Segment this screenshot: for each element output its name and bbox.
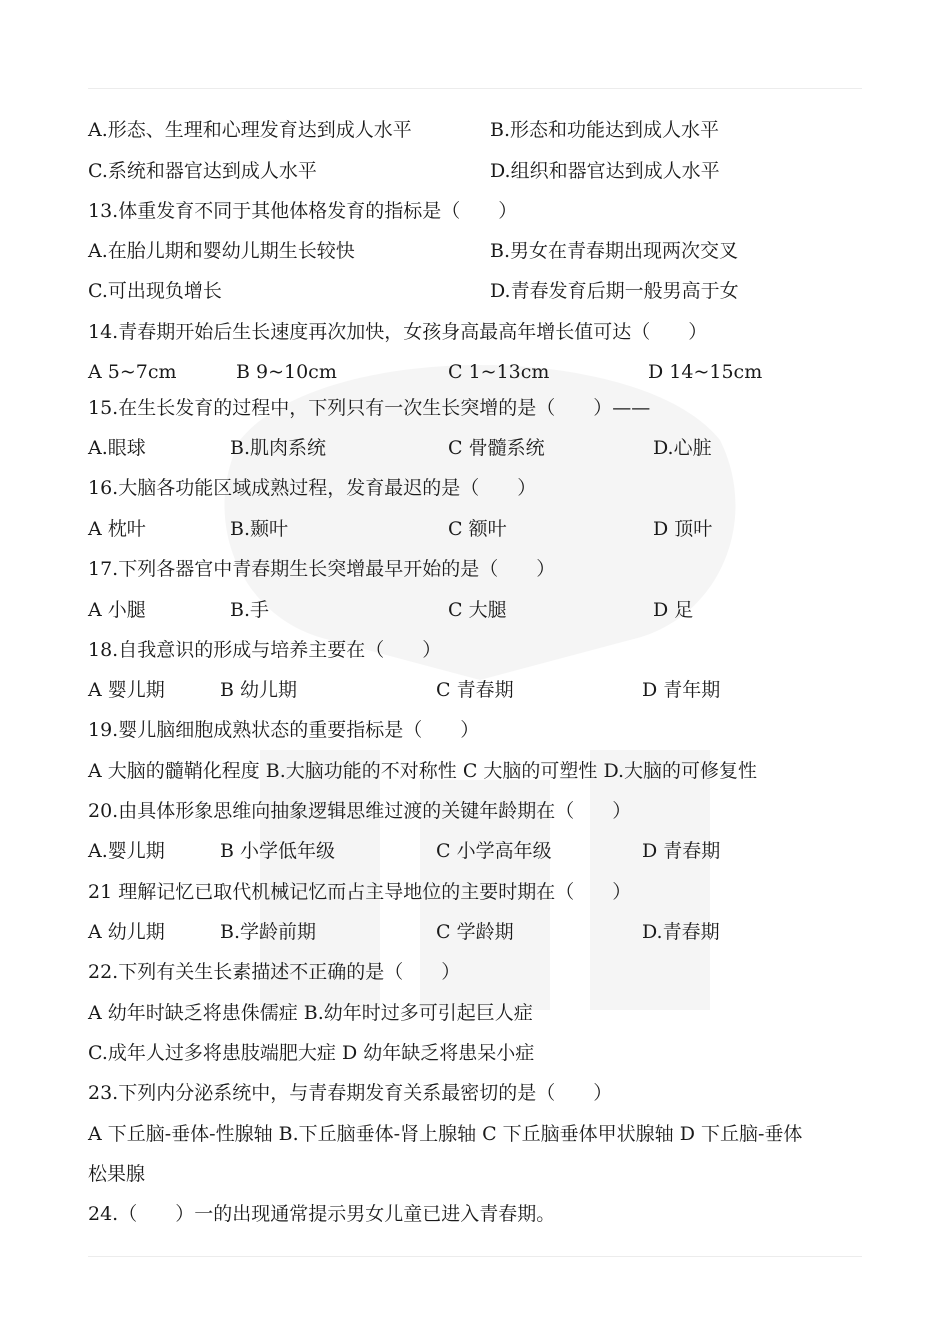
text-line: 14.青春期开始后生长速度再次加快，女孩身高最高年增长值可达（ ） <box>88 321 708 343</box>
options-row <box>88 237 878 265</box>
options-row <box>88 157 878 185</box>
option-text: A.形态、生理和心理发育达到成人水平 <box>88 119 412 141</box>
text-line: 20.由具体形象思维向抽象逻辑思维过渡的关键年龄期在（ ） <box>88 800 632 822</box>
text-line: 22.下列有关生长素描述不正确的是（ ） <box>88 961 461 983</box>
option-text: C 大腿 <box>448 599 507 621</box>
option-text: A 枕叶 <box>88 518 146 540</box>
text-line: C.成年人过多将患肢端肥大症 D 幼年缺乏将患呆小症 <box>88 1042 535 1064</box>
text-line: A 下丘脑-垂体-性腺轴 B.下丘脑垂体-肾上腺轴 C 下丘脑垂体甲状腺轴 D 下丘脑-垂体 <box>88 1123 803 1145</box>
option-text: C 小学高年级 <box>436 840 552 862</box>
text-line: 18.自我意识的形成与培养主要在（ ） <box>88 639 442 661</box>
option-text: C 额叶 <box>448 518 507 540</box>
text-line: 23.下列内分泌系统中，与青春期发育关系最密切的是（ ） <box>88 1082 613 1104</box>
option-text: A.眼球 <box>88 437 146 459</box>
header-rule <box>88 88 862 89</box>
option-text: D 青年期 <box>642 679 721 701</box>
option-text: B.形态和功能达到成人水平 <box>490 119 720 141</box>
options-row <box>88 676 878 704</box>
option-text: A 幼儿期 <box>88 921 165 943</box>
option-text: C 1~13cm <box>448 361 550 383</box>
text-line: A 幼年时缺乏将患侏儒症 B.幼年时过多可引起巨人症 <box>88 1002 533 1024</box>
option-text: D 足 <box>653 599 694 621</box>
option-text: D.青春发育后期一般男高于女 <box>490 280 739 302</box>
option-text: C 学龄期 <box>436 921 514 943</box>
option-text: B.颞叶 <box>230 518 289 540</box>
options-row <box>88 596 878 624</box>
text-line: 24.（ ）一的出现通常提示男女儿童已进入青春期。 <box>88 1203 556 1225</box>
option-text: D 14~15cm <box>648 361 763 383</box>
option-text: B 9~10cm <box>236 361 337 383</box>
option-text: D.心脏 <box>653 437 712 459</box>
option-text: D.青春期 <box>642 921 720 943</box>
option-text: D.组织和器官达到成人水平 <box>490 160 720 182</box>
options-row <box>88 837 878 865</box>
option-text: A 婴儿期 <box>88 679 165 701</box>
option-text: A 小腿 <box>88 599 146 621</box>
options-row <box>88 358 878 386</box>
text-line: 17.下列各器官中青春期生长突增最早开始的是（ ） <box>88 558 556 580</box>
text-line: 21 理解记忆已取代机械记忆而占主导地位的主要时期在（ ） <box>88 881 632 903</box>
option-text: A.在胎儿期和婴幼儿期生长较快 <box>88 240 355 262</box>
option-text: C.可出现负增长 <box>88 280 222 302</box>
option-text: B.手 <box>230 599 270 621</box>
option-text: C 青春期 <box>436 679 514 701</box>
text-line: A 大脑的髓鞘化程度 B.大脑功能的不对称性 C 大脑的可塑性 D.大脑的可修复性 <box>88 760 758 782</box>
option-text: A 5~7cm <box>88 361 177 383</box>
options-row <box>88 515 878 543</box>
option-text: B.肌肉系统 <box>230 437 327 459</box>
option-text: B.学龄前期 <box>220 921 317 943</box>
option-text: A.婴儿期 <box>88 840 165 862</box>
option-text: C 骨髓系统 <box>448 437 545 459</box>
options-row <box>88 277 878 305</box>
option-text: B 小学低年级 <box>220 840 336 862</box>
options-row <box>88 434 878 462</box>
option-text: C.系统和器官达到成人水平 <box>88 160 317 182</box>
text-line: 13.体重发育不同于其他体格发育的指标是（ ） <box>88 200 518 222</box>
option-text: D 青春期 <box>642 840 721 862</box>
text-line: 16.大脑各功能区域成熟过程，发育最迟的是（ ） <box>88 477 537 499</box>
options-row <box>88 918 878 946</box>
footer-rule <box>88 1256 862 1257</box>
option-text: B 幼儿期 <box>220 679 298 701</box>
text-line: 19.婴儿脑细胞成熟状态的重要指标是（ ） <box>88 719 480 741</box>
options-row <box>88 116 878 144</box>
text-line: 松果腺 <box>88 1163 146 1185</box>
option-text: B.男女在青春期出现两次交叉 <box>490 240 739 262</box>
text-line: 15.在生长发育的过程中，下列只有一次生长突增的是（ ）—— <box>88 397 651 419</box>
option-text: D 顶叶 <box>653 518 713 540</box>
